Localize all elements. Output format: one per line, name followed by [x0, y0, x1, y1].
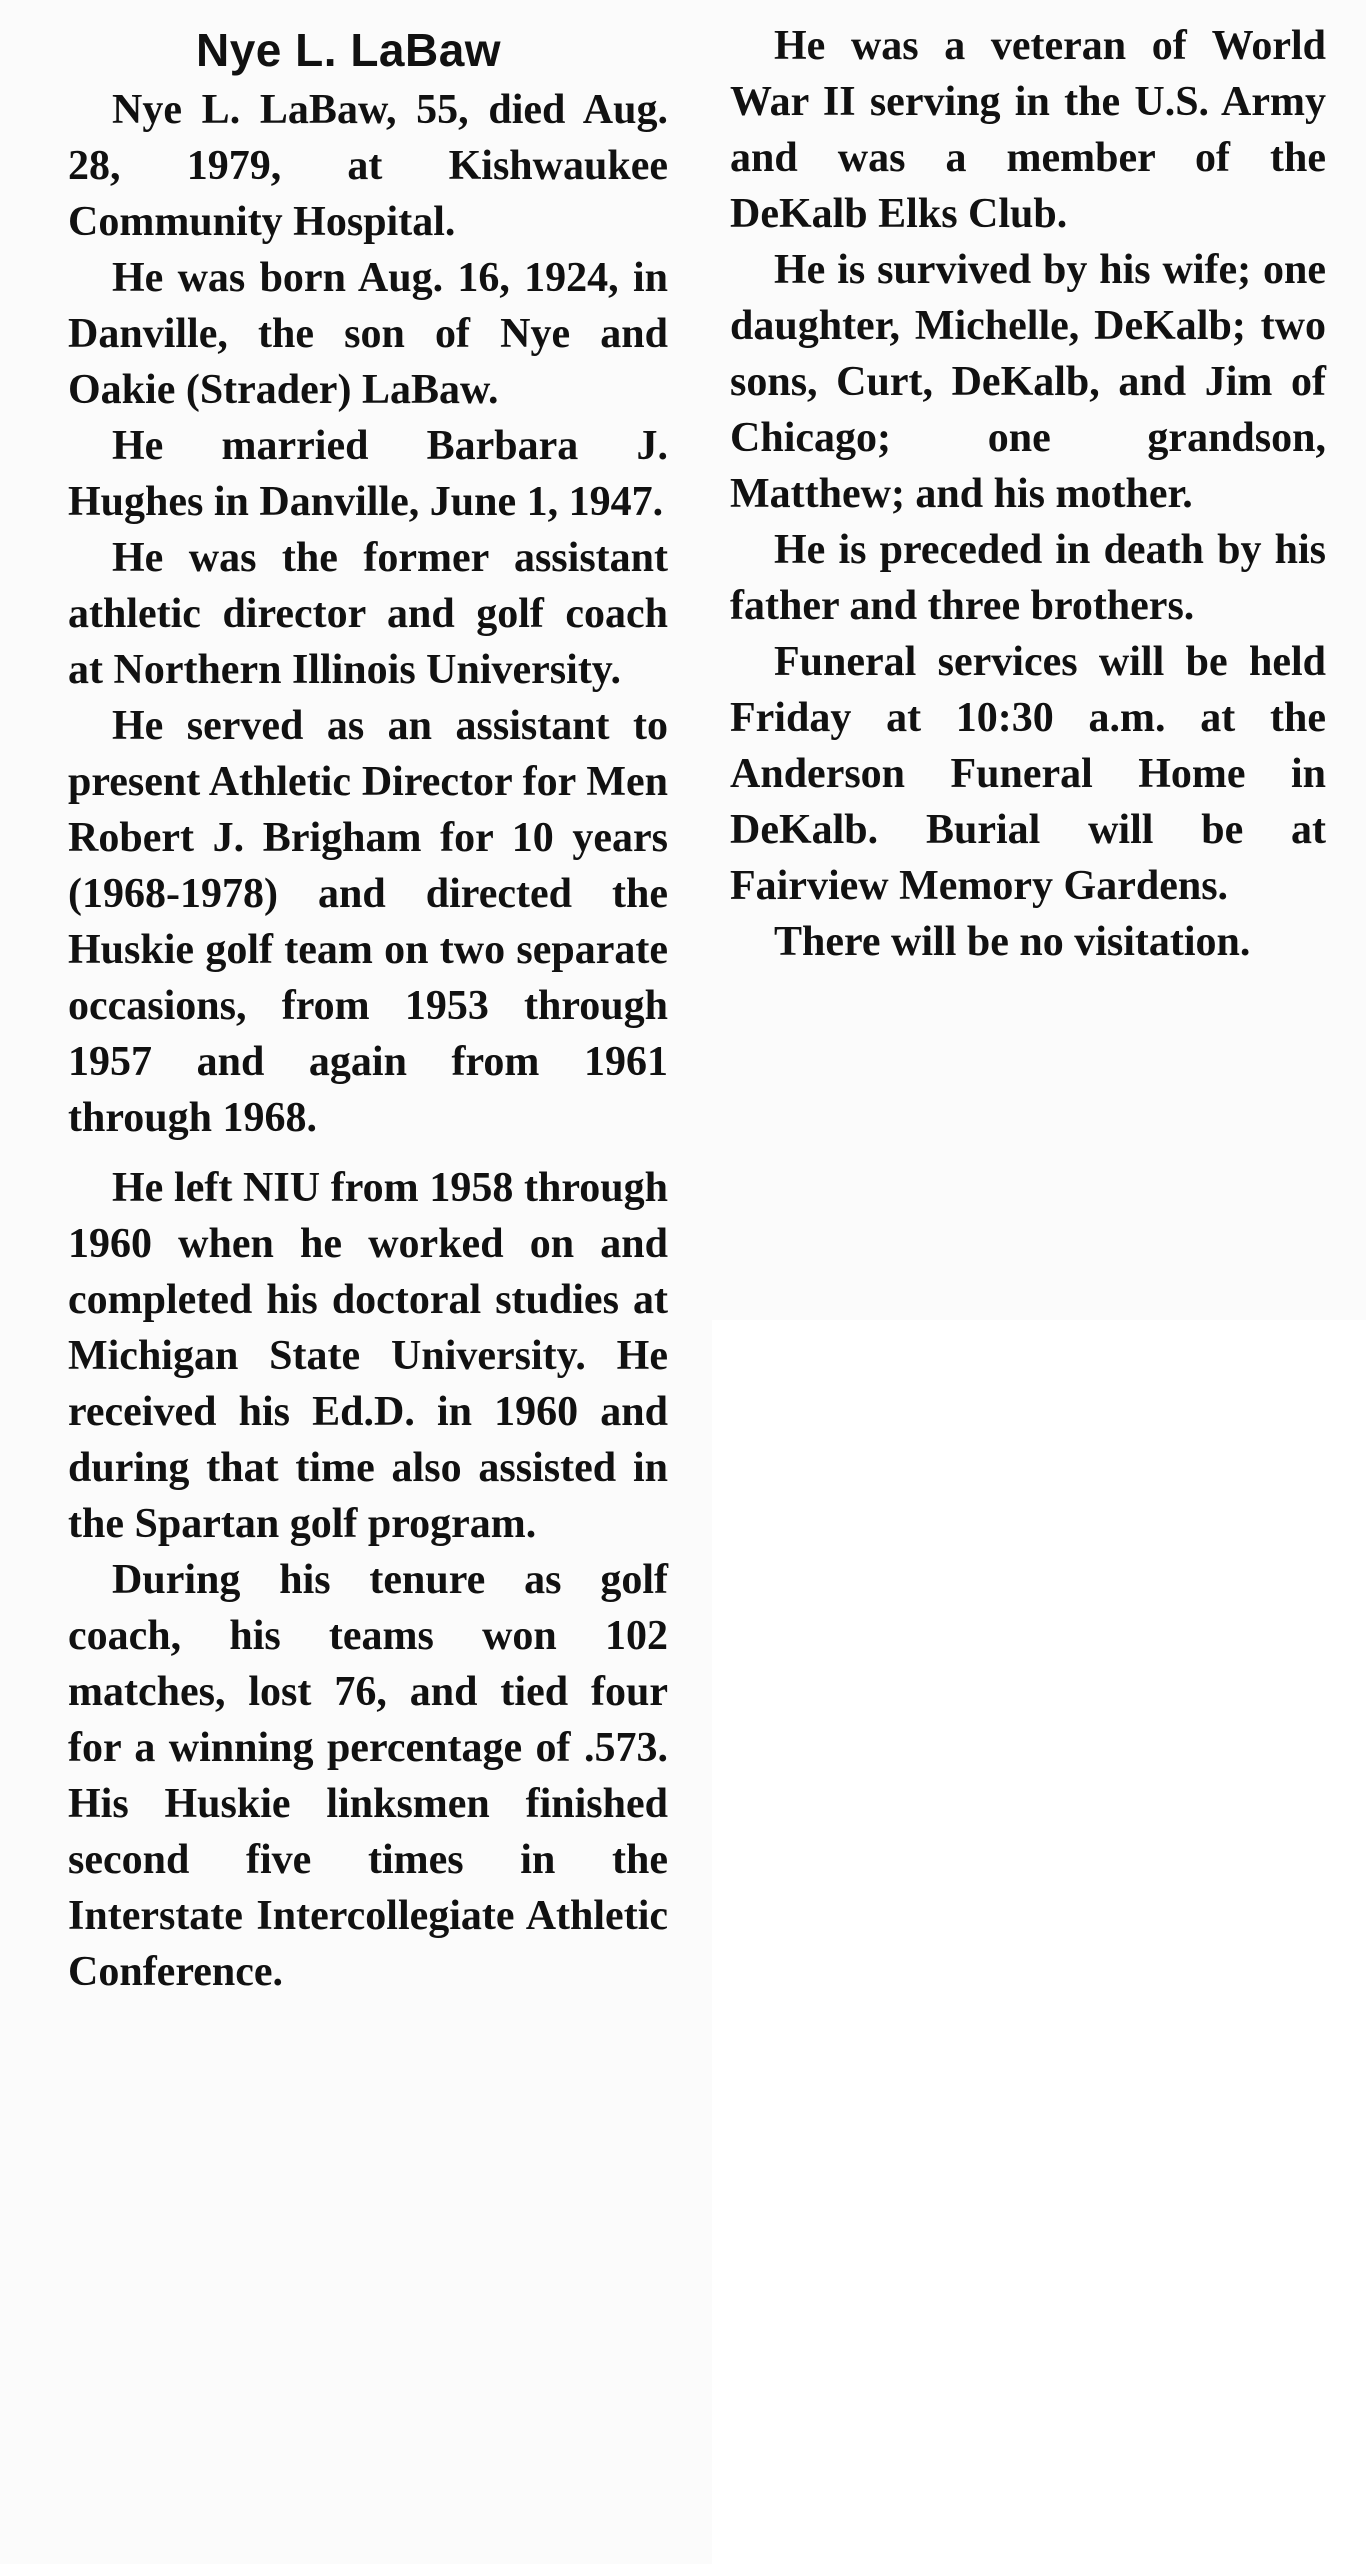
left-column — [68, 18, 668, 2000]
paragraph-veteran: He was a veteran of World War II serving in the U.S. Army and was a member of the DeKalb Elks Club. — [730, 23, 1326, 237]
paragraph-birth: He was born Aug. 16, 1924, in Danville, the son of Nye and Oakie (Strader) LaBaw. — [68, 255, 668, 413]
paragraph-death-notice: Nye L. LaBaw, 55, died Aug. 28, 1979, at Kishwaukee Community Hospital. — [68, 87, 668, 245]
paragraph-coaching-record: During his tenure as golf coach, his teams won 102 matches, lost 76, and tied four for a winning percentage of .573. His Huskie linksmen finished second five times in the Interstate Intercollegiate Athletic Conference. — [68, 1557, 668, 1995]
paragraph-funeral-services: Funeral services will be held Friday at 10:30 a.m. at the Anderson Funeral Home in DeKalb. Burial will be at Fairview Memory Gardens. — [730, 639, 1326, 909]
right-column — [730, 18, 1326, 970]
paragraph-doctoral-studies: He left NIU from 1958 through 1960 when he worked on and completed his doctoral studies at Michigan State University. He received his Ed.D. in 1960 and during that time also assisted in the Spartan golf program. — [68, 1165, 668, 1547]
obituary-headline: Nye L. LaBaw — [196, 24, 502, 76]
paragraph-visitation: There will be no visitation. — [774, 919, 1251, 965]
paragraph-marriage: He married Barbara J. Hughes in Danville, June 1, 1947. — [68, 423, 668, 525]
paragraph-survivors: He is survived by his wife; one daughter, Michelle, DeKalb; two sons, Curt, DeKalb, and Jim of Chicago; one grandson, Matthew; and his mother. — [730, 247, 1326, 517]
paragraph-preceded: He is preceded in death by his father and three brothers. — [730, 527, 1326, 629]
paragraph-career: He was the former assistant athletic director and golf coach at Northern Illinois University. — [68, 535, 668, 693]
paragraph-assistant-role: He served as an assistant to present Athletic Director for Men Robert J. Brigham for 10 years (1968-1978) and directed the Huskie golf team on two separate occasions, from 1953 through 1957 and again from 1961 through 1968. — [68, 703, 668, 1141]
